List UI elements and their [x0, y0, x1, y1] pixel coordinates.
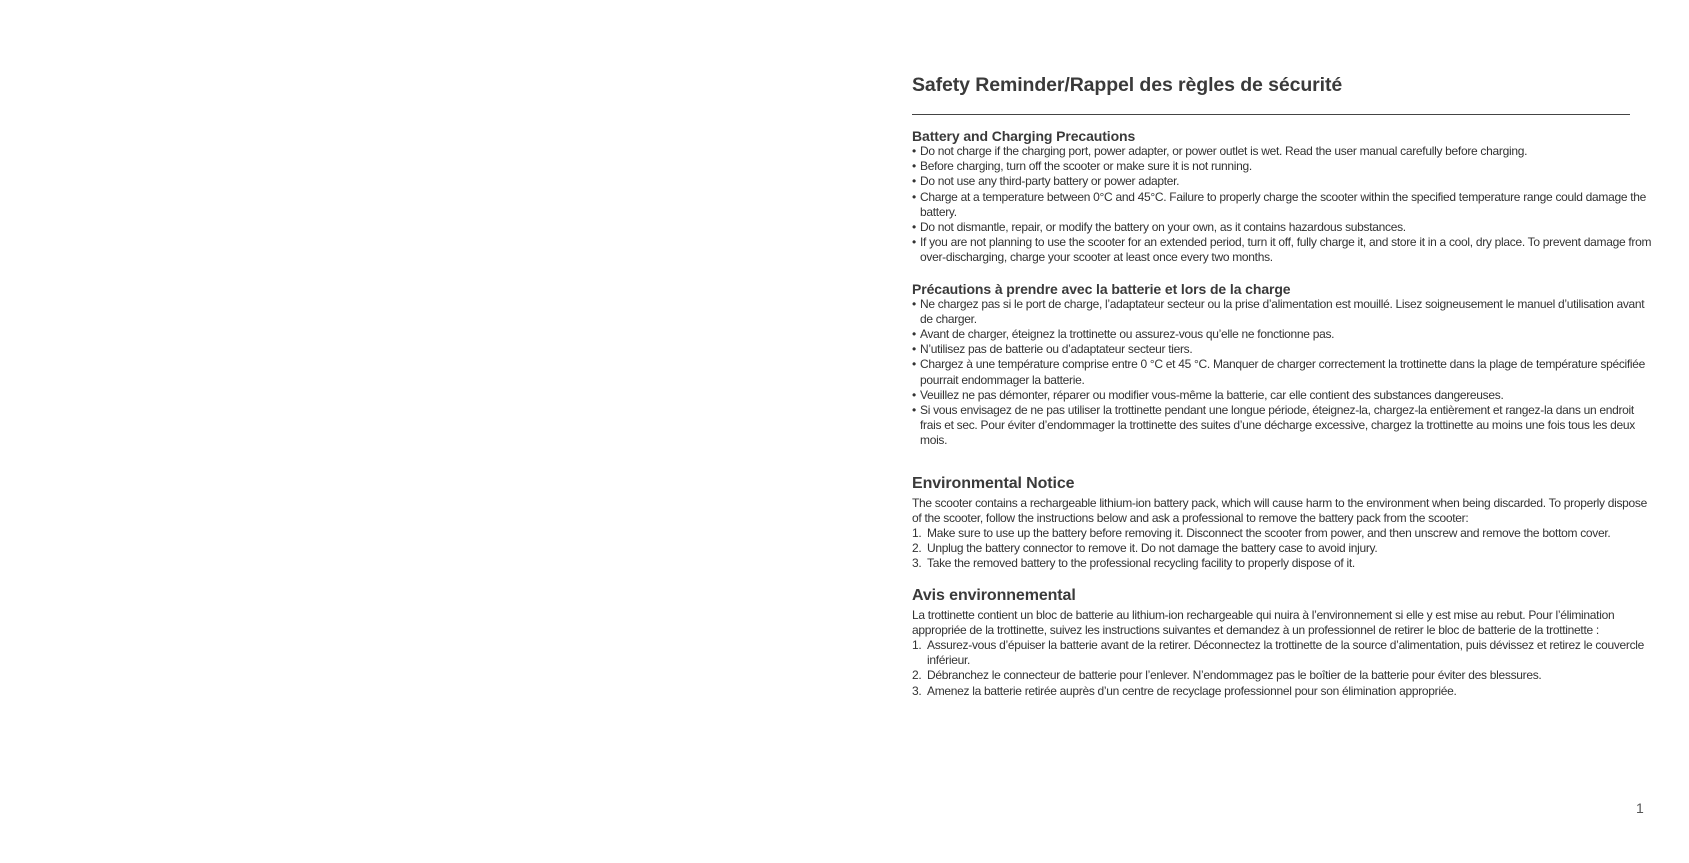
bullet-marker: •: [912, 174, 916, 189]
bullet-list: [912, 144, 1657, 266]
section-heading: Battery and Charging Precautions: [912, 128, 1136, 144]
list-item: [912, 159, 1657, 174]
bullet-marker: •: [912, 144, 916, 158]
list-item: [912, 144, 1657, 159]
list-item-text: N’utilisez pas de batterie ou d’adaptateur secteur tiers.: [920, 342, 1193, 357]
list-item-text: Assurez-vous d’épuiser la batterie avant de la retirer. Déconnectez la trottinette de la source d’alimentation, puis dévissez et retirez le couvercle inférieur.: [927, 638, 1645, 668]
bullet-marker: •: [912, 235, 916, 250]
list-item-text: Take the removed battery to the professional recycling facility to properly dispose of it.: [927, 556, 1355, 571]
list-item-text: Make sure to use up the battery before removing it. Disconnect the scooter from power, and then unscrew and remove the bottom cover.: [927, 526, 1611, 541]
list-item: [912, 174, 1657, 189]
title-divider: [912, 114, 1630, 115]
step-number: 2.: [912, 668, 922, 683]
list-item: [912, 190, 1657, 220]
list-item-text: Do not use any third-party battery or power adapter.: [920, 174, 1180, 189]
list-item-text: Amenez la batterie retirée auprès d’un centre de recyclage professionnel pour son élimination appropriée.: [927, 683, 1457, 698]
list-item-text: Before charging, turn off the scooter or make sure it is not running.: [920, 159, 1252, 174]
list-item-text: Veuillez ne pas démonter, réparer ou modifier vous-même la batterie, car elle contient des substances dangereuses.: [920, 387, 1504, 402]
list-item: [912, 526, 1657, 541]
step-number: 3.: [912, 683, 922, 698]
document-page: [912, 72, 1657, 699]
step-number: 3.: [912, 556, 922, 571]
list-item-text: Si vous envisagez de ne pas utiliser la trottinette pendant une longue période, éteignez-la, chargez-la entièrement et rangez-la dans un endroit frais et sec. Pour éviter d’endommager la trottinette des suites d’une décharge excessive, chargez la trottinette au moins une fois tous les deux mois.: [920, 403, 1635, 448]
list-item-text: Unplug the battery connector to remove it. Do not damage the battery case to avoid injury.: [927, 541, 1378, 556]
list-item: [912, 388, 1657, 403]
bullet-list: [912, 297, 1657, 449]
bullet-marker: •: [912, 403, 916, 418]
step-number: 2.: [912, 541, 922, 556]
page-number: 1: [1636, 800, 1644, 816]
list-item: [912, 220, 1657, 235]
list-item: [912, 403, 1657, 449]
bullet-marker: •: [912, 296, 916, 311]
list-item: [912, 357, 1657, 387]
list-item-text: Chargez à une température comprise entre 0 °C et 45 °C. Manquer de charger correctement la trottinette dans la plage de température spécifiée pourrait endommager la batterie.: [920, 357, 1646, 387]
bullet-marker: •: [912, 327, 916, 342]
step-number: 1.: [912, 526, 922, 541]
list-item: [912, 541, 1657, 556]
section-heading: Environmental Notice: [912, 474, 1075, 492]
bullet-marker: •: [912, 189, 916, 204]
list-item: [912, 668, 1657, 683]
step-number: 1.: [912, 638, 922, 653]
list-item: [912, 342, 1657, 357]
bullet-marker: •: [912, 387, 916, 402]
list-item-text: Do not charge if the charging port, power adapter, or power outlet is wet. Read the user manual carefully before charging.: [920, 144, 1528, 158]
list-item: [912, 327, 1657, 342]
section-intro: The scooter contains a rechargeable lithium-ion battery pack, which will cause harm to the environment when being discarded. To properly dispose of the scooter, follow the instructions below and ask a professional to remove the battery pack from the scooter:: [912, 495, 1647, 525]
list-item: [912, 684, 1657, 699]
bullet-marker: •: [912, 159, 916, 174]
environmental-notice-fr: [912, 586, 1657, 699]
environmental-notice-en: [912, 474, 1657, 572]
section-heading: Avis environnemental: [912, 586, 1076, 604]
list-item-text: Débranchez le connecteur de batterie pour l’enlever. N’endommagez pas le boîtier de la batterie pour éviter des blessures.: [927, 668, 1542, 683]
numbered-list: [912, 638, 1657, 699]
page-title: Safety Reminder/Rappel des règles de sécurité: [912, 74, 1343, 96]
list-item: [912, 235, 1657, 265]
list-item: [912, 556, 1657, 571]
section-heading: Précautions à prendre avec la batterie et lors de la charge: [912, 280, 1291, 297]
numbered-list: [912, 526, 1657, 572]
list-item-text: If you are not planning to use the scooter for an extended period, turn it off, fully charge it, and store it in a cool, dry place. To prevent damage from over-discharging, charge your scooter at least once every two months.: [920, 235, 1652, 265]
bullet-marker: •: [912, 342, 916, 357]
bullet-marker: •: [912, 220, 916, 235]
list-item-text: Avant de charger, éteignez la trottinette ou assurez-vous qu’elle ne fonctionne pas.: [920, 327, 1335, 342]
list-item-text: Ne chargez pas si le port de charge, l’adaptateur secteur ou la prise d’alimentation est mouillé. Lisez soigneusement le manuel d’utilisation avant de charger.: [920, 296, 1645, 326]
bullet-marker: •: [912, 357, 916, 372]
battery-precautions-fr: [912, 281, 1657, 449]
list-item: [912, 638, 1657, 668]
list-item-text: Do not dismantle, repair, or modify the battery on your own, as it contains hazardous substances.: [920, 220, 1406, 235]
list-item-text: Charge at a temperature between 0°C and 45°C. Failure to properly charge the scooter within the specified temperature range could damage the battery.: [920, 189, 1647, 219]
section-intro: La trottinette contient un bloc de batterie au lithium-ion rechargeable qui nuira à l’environnement si elle y est mise au rebut. Pour l’élimination appropriée de la trottinette, suivez les instructions suivantes et demandez à un professionnel de retirer le bloc de batterie de la trottinette :: [912, 607, 1615, 637]
list-item: [912, 297, 1657, 327]
battery-precautions-en: [912, 128, 1657, 266]
